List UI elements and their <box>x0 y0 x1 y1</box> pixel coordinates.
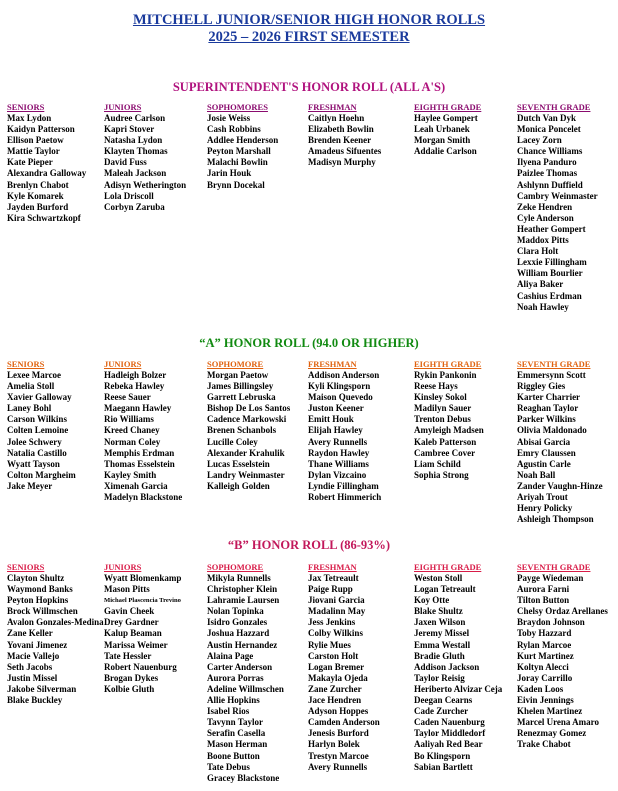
student-name: Clayton Shultz <box>7 573 65 583</box>
student-name: Camden Anderson <box>308 717 380 728</box>
student-name: Brynn Docekal <box>207 179 265 190</box>
student-name: Jess Jenkins <box>308 617 356 628</box>
student-name: Emmersynn Scott <box>517 370 586 380</box>
student-name: Alexandra Galloway <box>7 168 87 179</box>
student-name: Addison Anderson <box>308 370 380 380</box>
student-name: Harlyn Bolek <box>308 739 360 750</box>
student-name: Abisai Garcia <box>517 436 571 447</box>
grade-label: SENIORS <box>7 359 45 369</box>
student-name: Brenlyn Chabot <box>7 179 69 190</box>
grade-label: SENIORS <box>7 102 45 112</box>
student-name: Elizabeth Bowlin <box>308 124 374 135</box>
student-name: Jeremy Missel <box>414 628 470 639</box>
student-name: Rykin Pankonin <box>414 370 477 380</box>
grade-label: SEVENTH GRADE <box>517 562 591 572</box>
student-name: Madisyn Murphy <box>308 157 376 168</box>
student-name: Lexxie Fillingham <box>517 257 587 268</box>
student-list <box>414 573 518 773</box>
student-name: Alexander Krahulik <box>207 447 285 458</box>
student-name: Caitlyn Hoehn <box>308 113 365 123</box>
student-name: Carson Wilkins <box>7 414 67 425</box>
student-name: Kinsley Sokol <box>414 392 467 403</box>
student-name: Koy Otte <box>414 595 450 606</box>
student-name: Marissa Weimer <box>104 639 168 650</box>
student-name: Heriberto Alvizar Ceja <box>414 683 503 694</box>
student-name: Memphis Erdman <box>104 447 175 458</box>
student-name: Aaliyah Red Bear <box>414 739 483 750</box>
student-name: Josie Weiss <box>207 113 251 123</box>
student-name: Kaidyn Patterson <box>7 124 75 135</box>
student-name: Ellison Paetow <box>7 135 64 146</box>
student-name: Paige Rupp <box>308 584 353 595</box>
student-name: Mattie Taylor <box>7 146 60 157</box>
student-name: Kurt Martinez <box>517 650 574 661</box>
grade-column <box>207 562 311 784</box>
student-name: Heather Gompert <box>517 223 586 234</box>
grade-label: JUNIORS <box>104 359 142 369</box>
student-name: Aliya Baker <box>517 279 564 290</box>
student-name: Rio Williams <box>104 414 154 425</box>
grade-column <box>414 562 518 773</box>
student-name: Kate Pieper <box>7 157 53 168</box>
grade-label: EIGHTH GRADE <box>414 359 482 369</box>
student-name: Natalia Castillo <box>7 447 67 458</box>
grade-column <box>308 562 412 773</box>
student-name: Cash Robbins <box>207 124 261 135</box>
student-name: Agustin Carle <box>517 458 571 469</box>
student-list <box>414 370 518 481</box>
student-list <box>7 370 111 492</box>
grade-label: SENIORS <box>7 562 45 572</box>
student-name: Jayden Burford <box>7 201 69 212</box>
student-name: Logan Tetreault <box>414 584 476 595</box>
student-name: Reaghan Taylor <box>517 403 579 414</box>
student-list <box>517 573 618 751</box>
grade-label: SEVENTH GRADE <box>517 359 591 369</box>
student-name: Colby Wilkins <box>308 628 363 639</box>
grade-label: SOPHOMORE <box>207 359 264 369</box>
student-name: Bradie Gluth <box>414 650 465 661</box>
student-name: Jiovani Garcia <box>308 595 365 606</box>
student-list <box>104 370 208 503</box>
student-name: Aurora Porras <box>207 672 264 683</box>
student-name: Adyson Hoppes <box>308 706 369 717</box>
student-name: Adisyn Wetherington <box>104 179 187 190</box>
student-name: Maison Quevedo <box>308 392 373 403</box>
student-name: William Bourlier <box>517 268 583 279</box>
student-name: Toby Hazzard <box>517 628 572 639</box>
student-name: Lucas Esselstein <box>207 458 270 469</box>
student-name: Tate Debus <box>207 761 250 772</box>
student-name: Reese Sauer <box>104 392 151 403</box>
student-list <box>308 573 412 773</box>
student-name: Kyli Klingsporn <box>308 381 371 392</box>
student-name: Leah Urbanek <box>414 124 470 135</box>
student-name: Clara Holt <box>517 246 559 257</box>
student-list <box>207 370 311 492</box>
student-name: Jenesis Burford <box>308 728 369 739</box>
student-name: Audree Carlson <box>104 113 166 123</box>
grade-column <box>207 359 311 492</box>
student-name: Robert Himmerich <box>308 492 382 503</box>
student-name: Sophia Strong <box>414 469 469 480</box>
student-name: Colton Margheim <box>7 469 76 480</box>
student-name: Chelsy Ordaz Arellanes <box>517 606 608 617</box>
student-name: Dylan Vizcaino <box>308 469 367 480</box>
grade-column <box>517 102 618 313</box>
student-name: Elijah Hawley <box>308 425 363 436</box>
student-name: Austin Hernandez <box>207 639 278 650</box>
grade-label: JUNIORS <box>104 562 142 572</box>
student-name: Laney Bohl <box>7 403 52 414</box>
grade-column <box>207 102 311 191</box>
student-list <box>104 573 208 695</box>
student-name: Cade Zurcher <box>414 706 469 717</box>
student-name: Drey Gardner <box>104 617 159 628</box>
student-name: Thane Williams <box>308 458 369 469</box>
student-name: Tilton Button <box>517 595 570 606</box>
student-name: Alaina Page <box>207 650 254 661</box>
student-name: Bishop De Los Santos <box>207 403 291 414</box>
student-name: Madalinn May <box>308 606 366 617</box>
student-name: Blake Shultz <box>414 606 463 617</box>
student-name: Monica Poncelet <box>517 124 581 135</box>
student-name: Lexee Marcoe <box>7 370 62 380</box>
student-name: Amyleigh Madsen <box>414 425 484 436</box>
grade-label: FRESHMAN <box>308 562 357 572</box>
student-name: Addison Jackson <box>414 661 480 672</box>
student-name: Max Lydon <box>7 113 52 123</box>
student-name: Rylie Mues <box>308 639 351 650</box>
student-name: Kreed Chaney <box>104 425 160 436</box>
grade-column <box>517 359 618 525</box>
student-name: Avery Runnells <box>308 436 368 447</box>
student-name: Ilyena Panduro <box>517 157 577 168</box>
student-list <box>7 573 111 706</box>
student-list <box>517 370 618 525</box>
page-title: MITCHELL JUNIOR/SENIOR HIGH HONOR ROLLS <box>132 12 486 28</box>
student-name: Emry Claussen <box>517 447 576 458</box>
student-name: Peyton Marshall <box>207 146 271 157</box>
student-name: James Billingsley <box>207 381 274 392</box>
grade-label: JUNIORS <box>104 102 142 112</box>
student-name: Bo Klingsporn <box>414 750 471 761</box>
page-subtitle: 2025 – 2026 FIRST SEMESTER <box>208 29 410 45</box>
grade-column <box>517 562 618 751</box>
superintendent-honor-roll-heading: SUPERINTENDENT'S HONOR ROLL (ALL A'S) <box>172 80 446 94</box>
student-name: Thomas Esselstein <box>104 458 175 469</box>
grade-label: FRESHMAN <box>308 359 357 369</box>
grade-label: EIGHTH GRADE <box>414 562 482 572</box>
student-list <box>517 113 618 313</box>
student-name: Lyndie Fillingham <box>308 480 379 491</box>
student-name: Ashleigh Thompson <box>517 514 594 525</box>
grade-column <box>308 359 412 503</box>
grade-column <box>7 102 111 224</box>
student-name: Hadleigh Bolzer <box>104 370 167 380</box>
student-name: Cambree Cover <box>414 447 476 458</box>
student-name: Avalon Gonzales-Medina <box>7 617 104 628</box>
student-name: Allie Hopkins <box>207 695 260 706</box>
student-name: Yovani Jimenez <box>7 639 68 650</box>
student-name: Garrett Lebruska <box>207 392 276 403</box>
student-name: Brock Willmschen <box>7 606 78 617</box>
student-list <box>207 573 311 784</box>
student-name: Zane Zurcher <box>308 683 362 694</box>
student-name: Avery Runnells <box>308 761 368 772</box>
student-name: Trake Chabot <box>517 739 571 750</box>
student-name: Nolan Topinka <box>207 606 264 617</box>
student-name: Kolbie Gluth <box>104 683 155 694</box>
student-name: Joray Carrillo <box>517 672 573 683</box>
grade-column <box>414 359 518 481</box>
student-name: Carter Anderson <box>207 661 273 672</box>
student-name: Seth Jacobs <box>7 661 53 672</box>
student-name: Corbyn Zaruba <box>104 201 165 212</box>
grade-column <box>7 359 111 492</box>
student-name: Norman Coley <box>104 436 161 447</box>
grade-label: FRESHMAN <box>308 102 357 112</box>
student-name: Robert Nauenburg <box>104 661 177 672</box>
student-name: Rebeka Hawley <box>104 381 165 392</box>
student-name: Brenen Schanbols <box>207 425 277 436</box>
student-name: Kalup Beaman <box>104 628 162 639</box>
student-list <box>414 113 518 157</box>
student-name: Jakobe Silverman <box>7 683 77 694</box>
student-name: Madilyn Sauer <box>414 403 472 414</box>
student-name: Eivin Jennings <box>517 695 574 706</box>
grade-label: SOPHOMORE <box>207 562 264 572</box>
student-name: Waymond Banks <box>7 584 73 595</box>
student-name: Cashius Erdman <box>517 290 582 301</box>
student-name: Kayley Smith <box>104 469 157 480</box>
student-name: Cadence Markowski <box>207 414 287 425</box>
student-name: Juston Keener <box>308 403 364 414</box>
student-name: Liam Schild <box>414 458 461 469</box>
student-name: Xavier Galloway <box>7 392 72 403</box>
grade-column <box>104 102 208 213</box>
student-name: Amadeus Sifuentes <box>308 146 382 157</box>
student-name: Gracey Blackstone <box>207 772 280 783</box>
student-name: Kalleigh Golden <box>207 480 270 491</box>
student-name: Aurora Farni <box>517 584 570 595</box>
grade-column <box>308 102 412 168</box>
student-name: Mason Pitts <box>104 584 150 595</box>
student-name: Peyton Hopkins <box>7 595 69 606</box>
student-name: Raydon Hawley <box>308 447 370 458</box>
student-name: Olivia Maldonado <box>517 425 587 436</box>
student-name: Taylor Reisig <box>414 672 465 683</box>
student-name: Jolee Schwery <box>7 436 62 447</box>
student-name: Kira Schwartzkopf <box>7 212 81 223</box>
student-name: Payge Wiedeman <box>517 573 584 583</box>
student-name: Natasha Lydon <box>104 135 163 146</box>
student-name: Lola Driscoll <box>104 190 154 201</box>
student-list <box>104 113 208 213</box>
student-name: Trestyn Marcoe <box>308 750 369 761</box>
student-name: Boone Button <box>207 750 260 761</box>
student-name: Adeline Willmschen <box>207 683 284 694</box>
student-name: Emma Westall <box>414 639 471 650</box>
student-name: Parker Wilkins <box>517 414 576 425</box>
student-name: Kapri Stover <box>104 124 155 135</box>
a-honor-roll-heading: “A” HONOR ROLL (94.0 OR HIGHER) <box>199 336 419 350</box>
student-name: Lacey Zorn <box>517 135 562 146</box>
student-name: Christopher Klein <box>207 584 278 595</box>
student-name: Caden Nauenburg <box>414 717 485 728</box>
student-name: Jake Meyer <box>7 480 53 491</box>
student-name: Zane Keller <box>7 628 53 639</box>
student-name: Addlee Henderson <box>207 135 279 146</box>
student-name: Mason Herman <box>207 739 268 750</box>
student-name: Blake Buckley <box>7 695 63 706</box>
student-name: Maegann Hawley <box>104 403 172 414</box>
student-name: Ariyah Trout <box>517 492 568 503</box>
student-name: Noah Hawley <box>517 301 569 312</box>
student-name: Rylan Marcoe <box>517 639 572 650</box>
student-name: Gavin Cheek <box>104 606 155 617</box>
student-name: Macie Vallejo <box>7 650 60 661</box>
student-name: Justin Missel <box>7 672 58 683</box>
student-name: Landry Weinmaster <box>207 469 285 480</box>
student-name: Jax Tetreault <box>308 573 359 583</box>
student-name: Renezmay Gomez <box>517 728 587 739</box>
student-name: Jarin Houk <box>207 168 252 179</box>
student-name: Zander Vaughn-Hinze <box>517 480 603 491</box>
student-name: Koltyn Alecci <box>517 661 569 672</box>
student-name: Trenton Debus <box>414 414 471 425</box>
grade-column <box>104 562 208 695</box>
grade-column <box>7 562 111 706</box>
student-name: Cambry Weinmaster <box>517 190 598 201</box>
student-name: Dutch Van Dyk <box>517 113 577 123</box>
student-name: Ashlynn Duffield <box>517 179 583 190</box>
student-name: Henry Policky <box>517 503 573 514</box>
student-name: Emitt Houk <box>308 414 354 425</box>
student-name: Carston Holt <box>308 650 359 661</box>
grade-column <box>414 102 518 157</box>
student-name: Colten Lemoine <box>7 425 69 436</box>
student-name: Maleah Jackson <box>104 168 167 179</box>
student-name: Serafin Casella <box>207 728 266 739</box>
student-name: Sabian Bartlett <box>414 761 473 772</box>
student-name: Ximenah Garcia <box>104 480 168 491</box>
student-name: Reese Hays <box>414 381 458 392</box>
student-name: Joshua Hazzard <box>207 628 270 639</box>
student-name: Logan Bremer <box>308 661 365 672</box>
student-name: Lucille Coley <box>207 436 258 447</box>
student-name: Kaden Loos <box>517 683 564 694</box>
student-list <box>7 113 111 224</box>
grade-label: SOPHOMORES <box>207 102 268 112</box>
grade-column <box>104 359 208 503</box>
student-name: Morgan Smith <box>414 135 471 146</box>
student-name: Mikyla Runnells <box>207 573 271 583</box>
b-honor-roll-heading: “B” HONOR ROLL (86-93%) <box>227 538 391 552</box>
student-name: Riggley Gies <box>517 381 566 392</box>
student-name: Chance Williams <box>517 146 583 157</box>
student-name: Marcel Urena Amaro <box>517 717 599 728</box>
student-name: Taylor Middledorf <box>414 728 486 739</box>
student-list <box>308 370 412 503</box>
student-name: Zeke Hendren <box>517 201 573 212</box>
student-name: Braydon Johnson <box>517 617 585 628</box>
student-name: Wyatt Tayson <box>7 458 60 469</box>
student-name: Jaxen Wilson <box>414 617 466 628</box>
student-name: Isabel Rios <box>207 706 250 717</box>
student-name: Amelia Stoll <box>7 381 55 392</box>
student-name: Maddox Pitts <box>517 235 569 246</box>
student-name: Karter Charrier <box>517 392 581 403</box>
student-name: Haylee Gompert <box>414 113 478 123</box>
grade-label: SEVENTH GRADE <box>517 102 591 112</box>
student-list <box>207 113 311 191</box>
student-name: Cyle Anderson <box>517 212 574 223</box>
student-name: Wyatt Blomenkamp <box>104 573 182 583</box>
student-name: Lahramie Laursen <box>207 595 280 606</box>
student-name: Tate Hessler <box>104 650 152 661</box>
student-name: Klayten Thomas <box>104 146 168 157</box>
student-name: Malachi Bowlin <box>207 157 268 168</box>
student-name: Khelen Martinez <box>517 706 583 717</box>
student-name: Kyle Komarek <box>7 190 64 201</box>
student-name: Brogan Dykes <box>104 672 159 683</box>
student-name: Jace Hendren <box>308 695 362 706</box>
student-name: Kaleb Patterson <box>414 436 477 447</box>
student-name: Weston Stoll <box>414 573 463 583</box>
student-name: Madelyn Blackstone <box>104 492 183 503</box>
student-name: David Fuss <box>104 157 147 168</box>
student-name: Tavynn Taylor <box>207 717 263 728</box>
student-name: Noah Ball <box>517 469 556 480</box>
student-name: Brenden Keener <box>308 135 372 146</box>
student-list <box>308 113 412 168</box>
student-name: Addalie Carlson <box>414 146 477 157</box>
student-name: Morgan Paetow <box>207 370 269 380</box>
student-name: Michael Plascencia Trevino <box>104 597 181 605</box>
student-name: Deegan Cearns <box>414 695 473 706</box>
student-name: Isidro Gonzales <box>207 617 268 628</box>
grade-label: EIGHTH GRADE <box>414 102 482 112</box>
student-name: Paizlee Thomas <box>517 168 578 179</box>
student-name: Makayla Ojeda <box>308 672 368 683</box>
